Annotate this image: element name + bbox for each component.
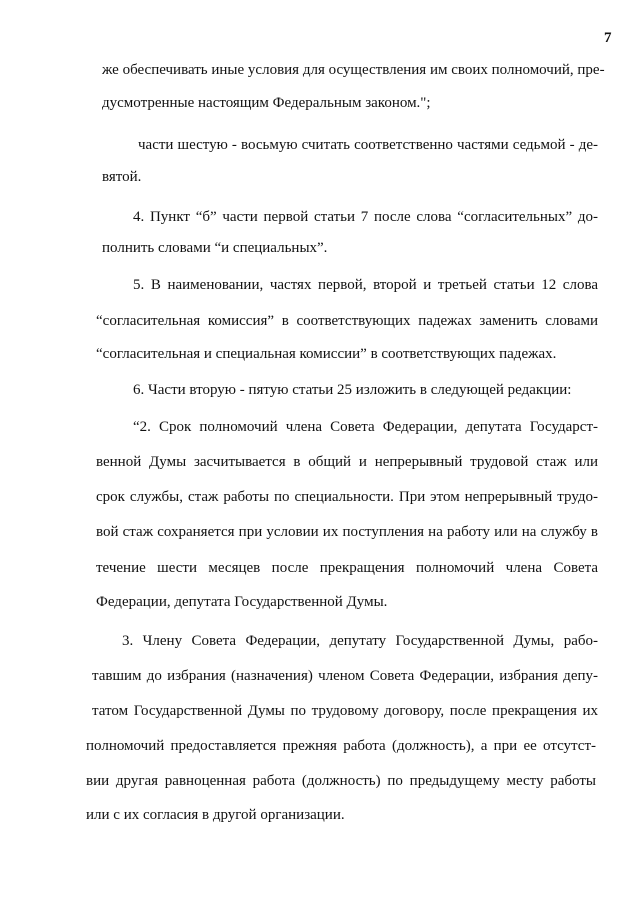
text-line: же обеспечивать иные условия для осуществления им своих полномочий, пре- [102,62,605,78]
text-line: вии другая равноценная работа (должность) по предыдущему месту работы [86,773,596,789]
text-line: вой стаж сохраняется при условии их поступления на работу или на службу в [96,524,598,540]
text-line: “согласительная комиссия” в соответствующих падежах заменить словами [96,313,598,329]
page-number: 7 [604,30,612,46]
text-line: 5. В наименовании, частях первой, второй и третьей статьи 12 слова [133,277,598,293]
text-line: дусмотренные настоящим Федеральным законом."; [102,95,431,111]
text-line: вятой. [102,169,142,185]
text-line: полнить словами “и специальных”. [102,240,328,256]
text-line: тавшим до избрания (назначения) членом Совета Федерации, избрания депу- [92,668,598,684]
text-line: полномочий предоставляется прежняя работа (должность), а при ее отсутст- [86,738,596,754]
text-line: венной Думы засчитывается в общий и непрерывный трудовой стаж или [96,454,598,470]
text-line: части шестую - восьмую считать соответственно частями седьмой - де- [138,137,598,153]
text-line: или с их согласия в другой организации. [86,807,345,823]
text-line: срок службы, стаж работы по специальности. При этом непрерывный трудо- [96,489,598,505]
text-line: татом Государственной Думы по трудовому договору, после прекращения их [92,703,598,719]
text-line: 3. Члену Совета Федерации, депутату Государственной Думы, рабо- [122,633,598,649]
text-line: Федерации, депутата Государственной Думы. [96,594,388,610]
text-line: 6. Части вторую - пятую статьи 25 изложить в следующей редакции: [133,382,572,398]
text-line: “2. Срок полномочий члена Совета Федерации, депутата Государст- [133,419,598,435]
text-line: течение шести месяцев после прекращения полномочий члена Совета [96,560,598,576]
text-line: “согласительная и специальная комиссии” в соответствующих падежах. [96,346,557,362]
text-line: 4. Пункт “б” части первой статьи 7 после слова “согласительных” до- [133,209,598,225]
